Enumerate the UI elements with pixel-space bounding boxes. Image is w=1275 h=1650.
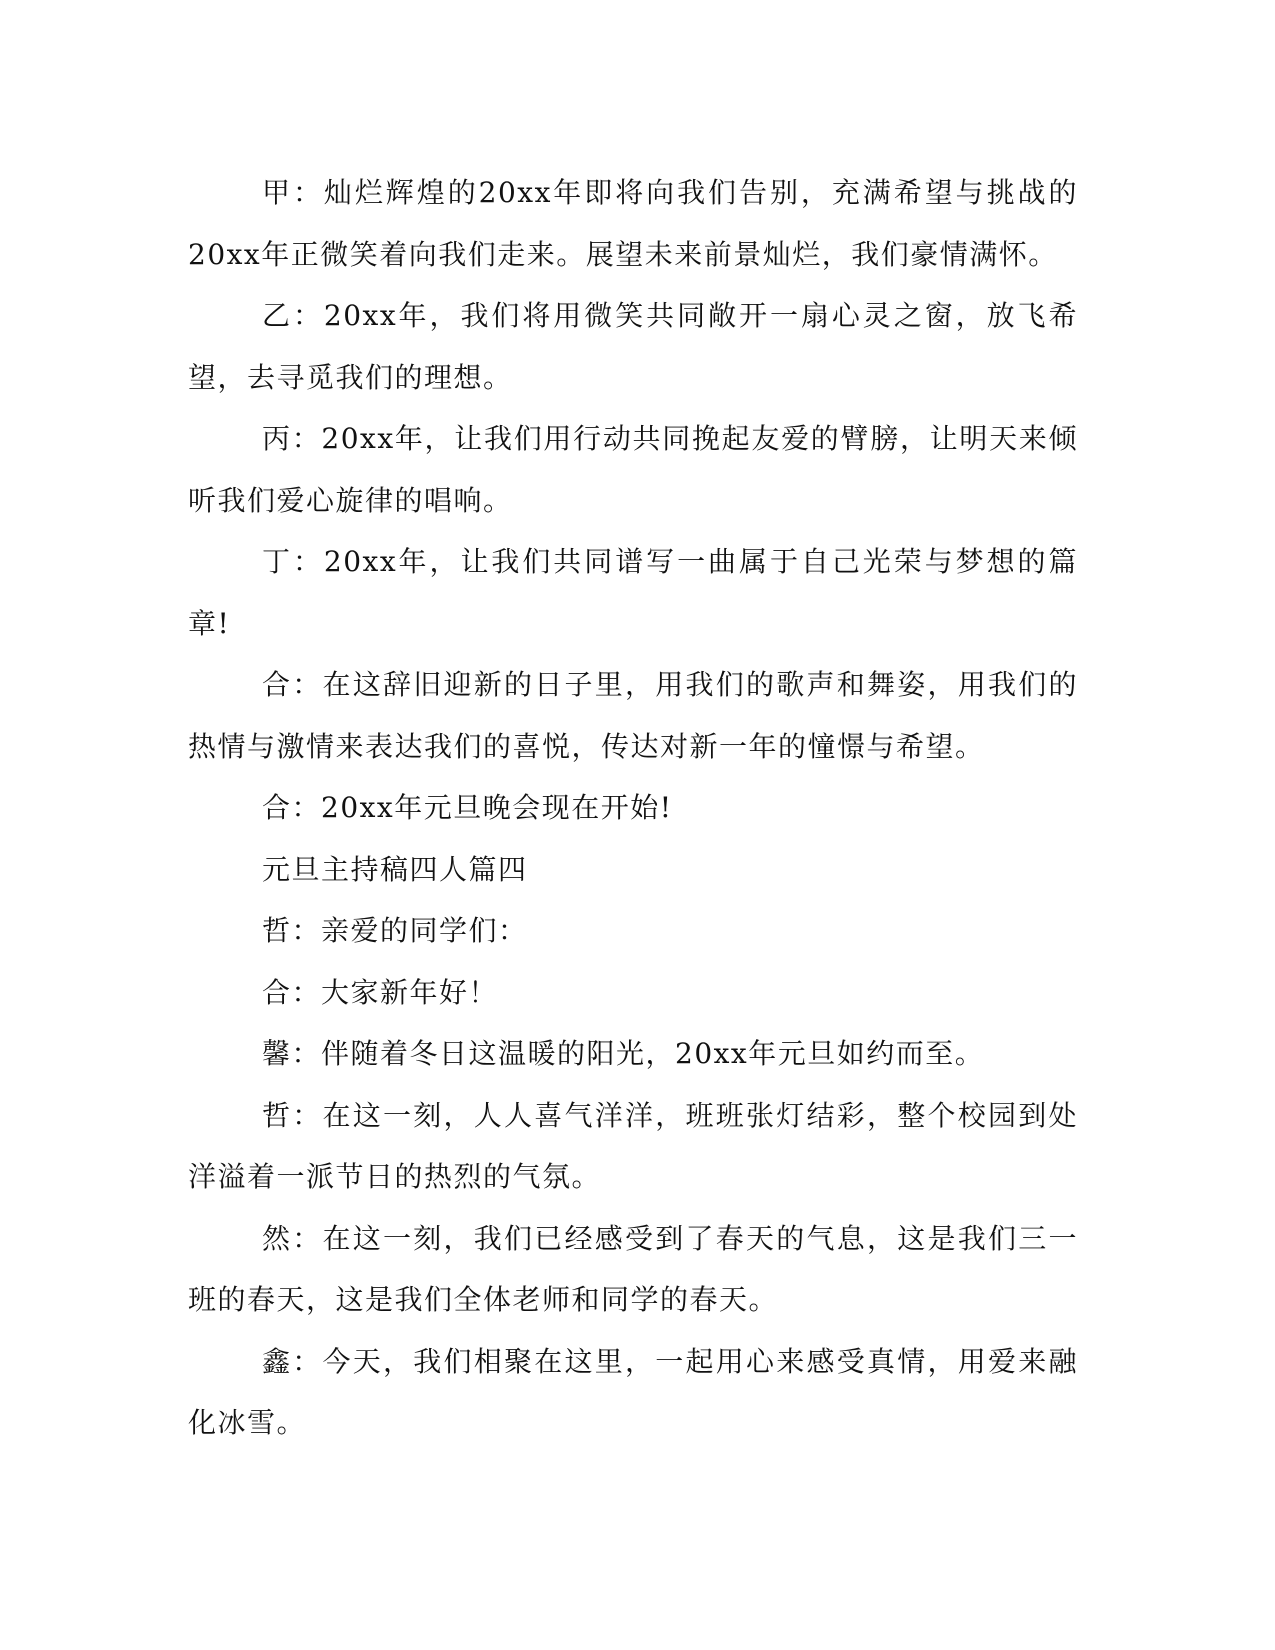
paragraph: 哲：亲爱的同学们：	[262, 914, 528, 947]
paragraph: 然：在这一刻，我们已经感受到了春天的气息，这是我们三一班的春天，这是我们全体老师和同学的春天。	[188, 1221, 1078, 1316]
paragraph: 合：20xx年元旦晚会现在开始!	[262, 791, 673, 824]
section-heading: 元旦主持稿四人篇四	[262, 852, 528, 886]
document-body	[188, 162, 1078, 1454]
paragraph: 丁：20xx年，让我们共同谱写一曲属于自己光荣与梦想的篇章!	[188, 545, 1078, 640]
paragraph: 合：大家新年好！	[262, 975, 499, 1009]
paragraph: 合：在这辞旧迎新的日子里，用我们的歌声和舞姿，用我们的热情与激情来表达我们的喜悦，传达对新一年的憧憬与希望。	[188, 668, 1078, 763]
paragraph: 甲：灿烂辉煌的20xx年即将向我们告别，充满希望与挑战的20xx年正微笑着向我们走来。展望未来前景灿烂，我们豪情满怀。	[188, 176, 1078, 271]
paragraph: 丙：20xx年，让我们用行动共同挽起友爱的臂膀，让明天来倾听我们爱心旋律的唱响。	[188, 422, 1078, 517]
paragraph: 馨：伴随着冬日这温暖的阳光，20xx年元旦如约而至。	[262, 1037, 985, 1070]
paragraph: 哲：在这一刻，人人喜气洋洋，班班张灯结彩，整个校园到处洋溢着一派节日的热烈的气氛。	[188, 1098, 1078, 1193]
paragraph: 鑫：今天，我们相聚在这里，一起用心来感受真情，用爱来融化冰雪。	[188, 1344, 1078, 1439]
paragraph: 乙：20xx年，我们将用微笑共同敞开一扇心灵之窗，放飞希望，去寻觅我们的理想。	[188, 299, 1078, 394]
